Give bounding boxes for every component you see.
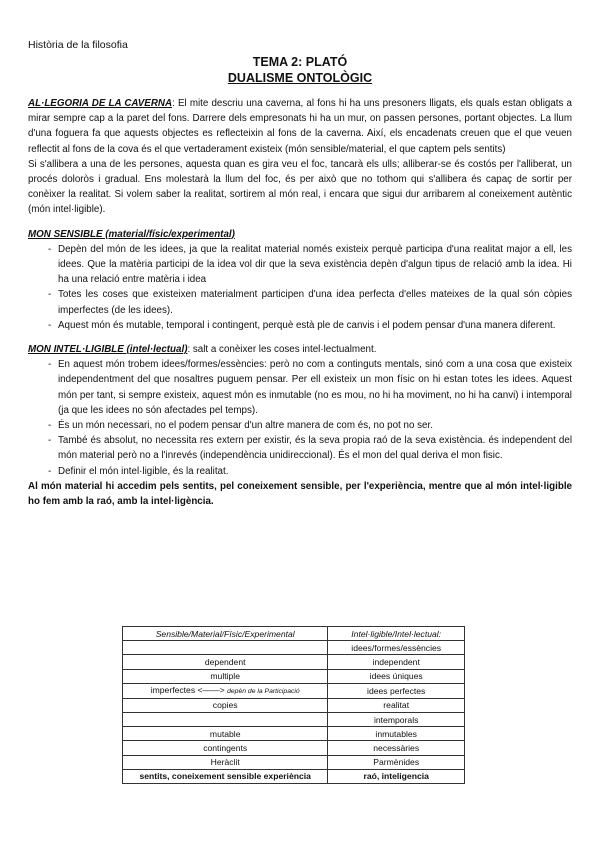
table-cell: mutable xyxy=(123,727,328,741)
table-cell: multiple xyxy=(123,669,328,683)
comparison-table xyxy=(122,626,465,784)
table-cell xyxy=(123,641,328,655)
list-item: - També és absolut, no necessita res extern per existir, és la seva propia raó de la seva existència. és independent del món material però no a l'inrevés (independència unidireccional). És el mon del qual deriva el mon fisic. xyxy=(28,433,572,463)
table-header-intelligible: Intel·ligible/Intel·lectual: xyxy=(328,627,465,641)
table-row xyxy=(123,712,465,726)
imperfect-label: imperfectes <——> xyxy=(150,684,228,695)
table-cell: idees úniques xyxy=(328,669,465,683)
table-row xyxy=(123,755,465,769)
table-cell xyxy=(123,712,328,726)
intelligible-intro: : salt a conèixer les coses intel·lectualment. xyxy=(187,344,377,356)
table-cell: Heràclit xyxy=(123,755,328,769)
intelligible-list xyxy=(28,357,572,479)
allegory-heading: AL·LEGORIA DE LA CAVERNA xyxy=(28,98,173,109)
allegory-text: : El mite descriu una caverna, al fons hi ha uns presoners lligats, els quals estan obligats a mirar sempre cap a la paret del fons. Darrere dels empresonats hi ha un mur, on passen persones, portant objectes. La llum d'una foguera fa que aquests objectes es reflecteixin al fons de la caverna. Així, els encadenats creuen que el que veuen reflectit al fons de la cova és el que vertaderament existeix (món sensible/material, el que captem pels sentits) xyxy=(28,98,573,155)
page-subtitle: DUALISME ONTOLÒGIC xyxy=(227,71,373,85)
table-cell: copies xyxy=(123,698,328,712)
table-row xyxy=(123,727,465,741)
list-item: - Aquest món és mutable, temporal i contingent, perquè està ple de canvis i el podem pensar d'una manera diferent. xyxy=(28,318,572,333)
table-cell: Parmènides xyxy=(328,755,465,769)
table-cell: necessàries xyxy=(328,741,465,755)
sensible-heading-line xyxy=(28,227,572,242)
summary-note: Al món material hi accedim pels sentits, pel coneixement sensible, per l'experiència, mentre que al món intel·ligible ho fem amb la raó, amb la intel·ligència. xyxy=(28,480,572,508)
table-row xyxy=(123,655,465,669)
table-row xyxy=(123,698,465,712)
table-cell: realitat xyxy=(328,698,465,712)
intelligible-heading-line xyxy=(28,342,572,357)
table-row xyxy=(123,769,465,783)
table-cell: idees/formes/essències xyxy=(328,641,465,655)
table-cell: dependent xyxy=(123,655,328,669)
participation-note: depèn de la Participació xyxy=(227,687,300,695)
table-cell: raó, inteligencia xyxy=(328,769,465,783)
list-item: - En aquest món trobem idees/formes/essències: però no com a continguts mentals, sinó com a una cosa que existeix independentment del que nosaltres puguem pensar. Per ell existeix un mon físic on hi estan totes les idees. Aquest món per tant, si sempre existeix, aquest món es inmutable (no es mou, no hi ha moviment, no hi ha canvi) i intemporal (ja que les idees no són afectades pel temps). xyxy=(28,357,572,418)
table-cell xyxy=(123,683,328,698)
course-header: Història de la filosofia xyxy=(28,39,128,51)
table-cell: contingents xyxy=(123,741,328,755)
table-cell: independent xyxy=(328,655,465,669)
table-header-sensible: Sensible/Material/Físic/Experimental xyxy=(123,627,328,641)
allegory-paragraph xyxy=(28,96,572,157)
list-item: - Definir el món intel·ligible, és la realitat. xyxy=(28,464,572,479)
table-cell: idees perfectes xyxy=(328,683,465,698)
table-row xyxy=(123,741,465,755)
table-cell: inmutables xyxy=(328,727,465,741)
table-cell: intemporals xyxy=(328,712,465,726)
document-body xyxy=(28,96,572,509)
sensible-list xyxy=(28,242,572,333)
table-row xyxy=(123,641,465,655)
table-header-row xyxy=(123,627,465,641)
list-item: - És un món necessari, no el podem pensar d'un altre manera de com és, no pot no ser. xyxy=(28,418,572,433)
list-item: - Totes les coses que existeixen materialment participen d'una idea perfecta d'elles mateixes de la qual són còpies imperfectes (de les idees). xyxy=(28,287,572,317)
intelligible-heading: MON INTEL·LIGIBLE (intel·lectual) xyxy=(28,344,188,356)
table-row xyxy=(123,683,465,698)
table-row xyxy=(123,669,465,683)
page-title: TEMA 2: PLATÓ xyxy=(252,55,348,69)
sensible-heading: MON SENSIBLE (material/físic/experimental) xyxy=(28,228,235,240)
table-cell: sentits, coneixement sensible experiència xyxy=(123,769,328,783)
list-item: - Depèn del món de les idees, ja que la realitat material només existeix perquè participa d'una realitat major a ell, les idees. Que la matèria participi de la idea vol dir que la seva existència depèn d'algun tipus de relació amb la idea. Hi ha una relació entre matèria i idea xyxy=(28,242,572,288)
allegory-paragraph-2: Si s'allibera a una de les persones, aquesta quan es gira veu el foc, tancarà els ulls; alliberar-se és costós per l'alliberat, un procés doloròs i gradual. Ens molestarà la llum del foc, és per això que no tothom qui s'allibera és capaç de sortir per conèixer la realitat. Si volem saber la realitat, sortirem al món real, i encara que sigui dur arribarem al coneixement autèntic (món intel·ligible). xyxy=(28,158,572,216)
